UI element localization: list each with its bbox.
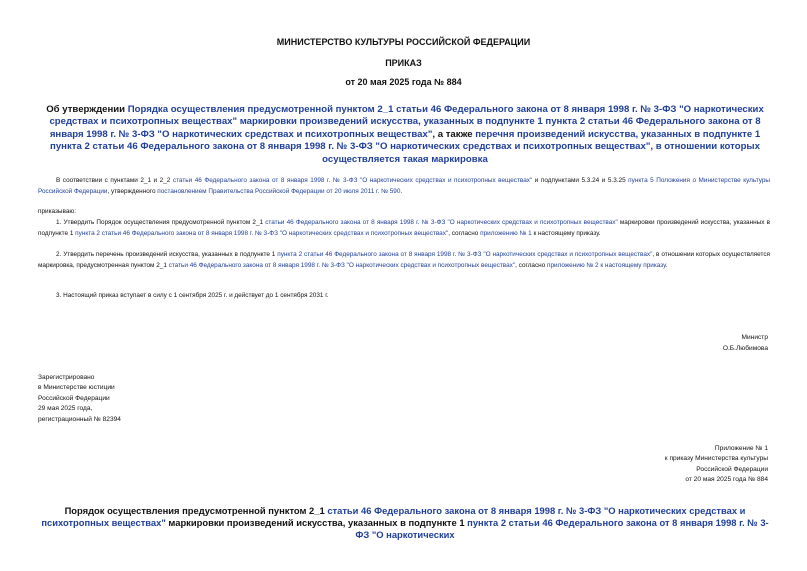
item1-link-appendix[interactable]: приложению № 1 <box>480 229 532 237</box>
order-title <box>40 104 770 166</box>
doc-type-heading: ПРИКАЗ <box>385 58 422 68</box>
order-word: приказываю: <box>38 208 76 215</box>
appendix-line-1: Приложение № 1 <box>714 445 768 452</box>
preamble-link-decree[interactable]: постановлением Правительства Российской Федерации от 20 июля 2011 г. № 590 <box>157 187 401 195</box>
appendix-line-3: Российской Федерации <box>696 465 768 473</box>
item2-text-3: , согласно <box>515 261 548 269</box>
title-text-1: Об утверждении <box>46 104 128 115</box>
item1-link-law[interactable]: статьи 46 Федерального закона от 8 января 1998 г. № 3-ФЗ "О наркотических средствах и психотропных веществах" <box>265 219 618 226</box>
appendix-title-link-law[interactable]: статьи 46 Федерального закона от 8 января 1998 г. № 3-ФЗ "О наркотических средствах и психотропных веществах" <box>41 505 746 529</box>
preamble-link-regulation[interactable]: пункта 5 Положения о Министерстве культуры Российской Федерации <box>38 177 770 195</box>
item2-link-appendix[interactable]: приложению № 2 к настоящему приказу <box>547 261 666 269</box>
registration-block <box>38 373 198 425</box>
preamble-text-2: и подпунктами 5.3.24 и 5.3.25 <box>532 177 629 184</box>
signature-name: О.Б.Любимова <box>722 344 768 352</box>
item2-text-2: , в отношении которых осуществляется маркировка, предусмотренная пунктом 2_1 <box>38 251 770 269</box>
signature-position: Министр <box>741 334 768 341</box>
appendix-line-2: к приказу Министерства культуры <box>664 455 768 463</box>
doc-date-number: от 20 мая 2025 года № 884 <box>345 77 462 87</box>
item2-text-4: . <box>665 261 668 269</box>
title-text-2: , а также <box>432 128 476 140</box>
item1-text-3: , согласно <box>448 229 481 237</box>
item1-link-article[interactable]: пункта 2 статьи 46 Федерального закона от 8 января 1998 г. № 3-ФЗ "О наркотических средствах и психотропных веществах" <box>75 229 449 237</box>
preamble-link-law[interactable]: статьи 46 Федерального закона от 8 января 1998 г. № 3-ФЗ "О наркотических средствах и психотропных веществах" <box>172 177 533 184</box>
title-link-procedure[interactable]: Порядка осуществления предусмотренной пунктом 2_1 статьи 46 Федерального закона от 8 января 1998 г. № 3-ФЗ "О наркотических средствах и психотропных веществах" маркировки произведений искусства, указанных в подпункте 1 пункта 2 статьи 46 Федерального закона от 8 января 1998 г. № 3-ФЗ "О наркотических средствах и психотропных веществах" <box>49 104 764 140</box>
registration-line-1: Зарегистрировано <box>38 374 95 381</box>
item1-text-2: маркировки произведений искусства, указанных в подпункте 1 <box>38 219 770 237</box>
registration-line-2: в Министерстве юстиции <box>38 384 115 392</box>
item-1-paragraph <box>38 218 770 239</box>
appendix-title-text-2: маркировки произведений искусства, указанных в подпункте 1 <box>165 517 468 529</box>
item1-text-4: к настоящему приказу. <box>531 229 601 237</box>
item2-link-law[interactable]: статьи 46 Федерального закона от 8 января 1998 г. № 3-ФЗ "О наркотических средствах и психотропных веществах" <box>168 261 516 269</box>
preamble-paragraph <box>38 176 770 197</box>
item2-text-1: 2. Утвердить перечень произведений искусства, указанных в подпункте 1 <box>56 251 278 258</box>
appendix-header <box>620 444 768 486</box>
preamble-text-3: , утвержденного <box>107 187 158 195</box>
registration-line-4: 29 мая 2025 года, <box>38 405 93 413</box>
registration-line-5: регистрационный № 82394 <box>38 415 121 423</box>
appendix-title-text-1: Порядок осуществления предусмотренной пунктом 2_1 <box>64 505 328 516</box>
preamble-text-4: . <box>400 187 403 195</box>
title-link-list[interactable]: перечня произведений искусства, указанных в подпункте 1 пункта 2 статьи 46 Федерального закона от 8 января 1998 г. № 3-ФЗ "О наркотических средствах и психотропных веществах", в отношении которых осуществляется такая маркировка <box>50 128 761 165</box>
item-3-paragraph: 3. Настоящий приказ вступает в силу с 1 сентября 2025 г. и действует до 1 сентября 2031 г. <box>56 292 329 299</box>
registration-line-3: Российской Федерации <box>38 394 110 402</box>
item1-text-1: 1. Утвердить Порядок осуществления предусмотренной пунктом 2_1 <box>56 219 266 226</box>
appendix-title <box>40 505 770 542</box>
appendix-title-link-article[interactable]: пункта 2 статьи 46 Федерального закона от 8 января 1998 г. № 3-ФЗ "О наркотических <box>355 517 769 541</box>
item2-link-article[interactable]: пункта 2 статьи 46 Федерального закона от 8 января 1998 г. № 3-ФЗ "О наркотических средствах и психотропных веществах" <box>277 251 653 258</box>
appendix-line-4: от 20 мая 2025 года № 884 <box>685 476 768 484</box>
signature-block <box>690 333 768 354</box>
item-2-paragraph <box>38 250 770 271</box>
ministry-heading: МИНИСТЕРСТВО КУЛЬТУРЫ РОССИЙСКОЙ ФЕДЕРАЦИИ <box>276 37 531 47</box>
preamble-text-1: В соответствии с пунктами 2_1 и 2_2 <box>56 177 173 184</box>
